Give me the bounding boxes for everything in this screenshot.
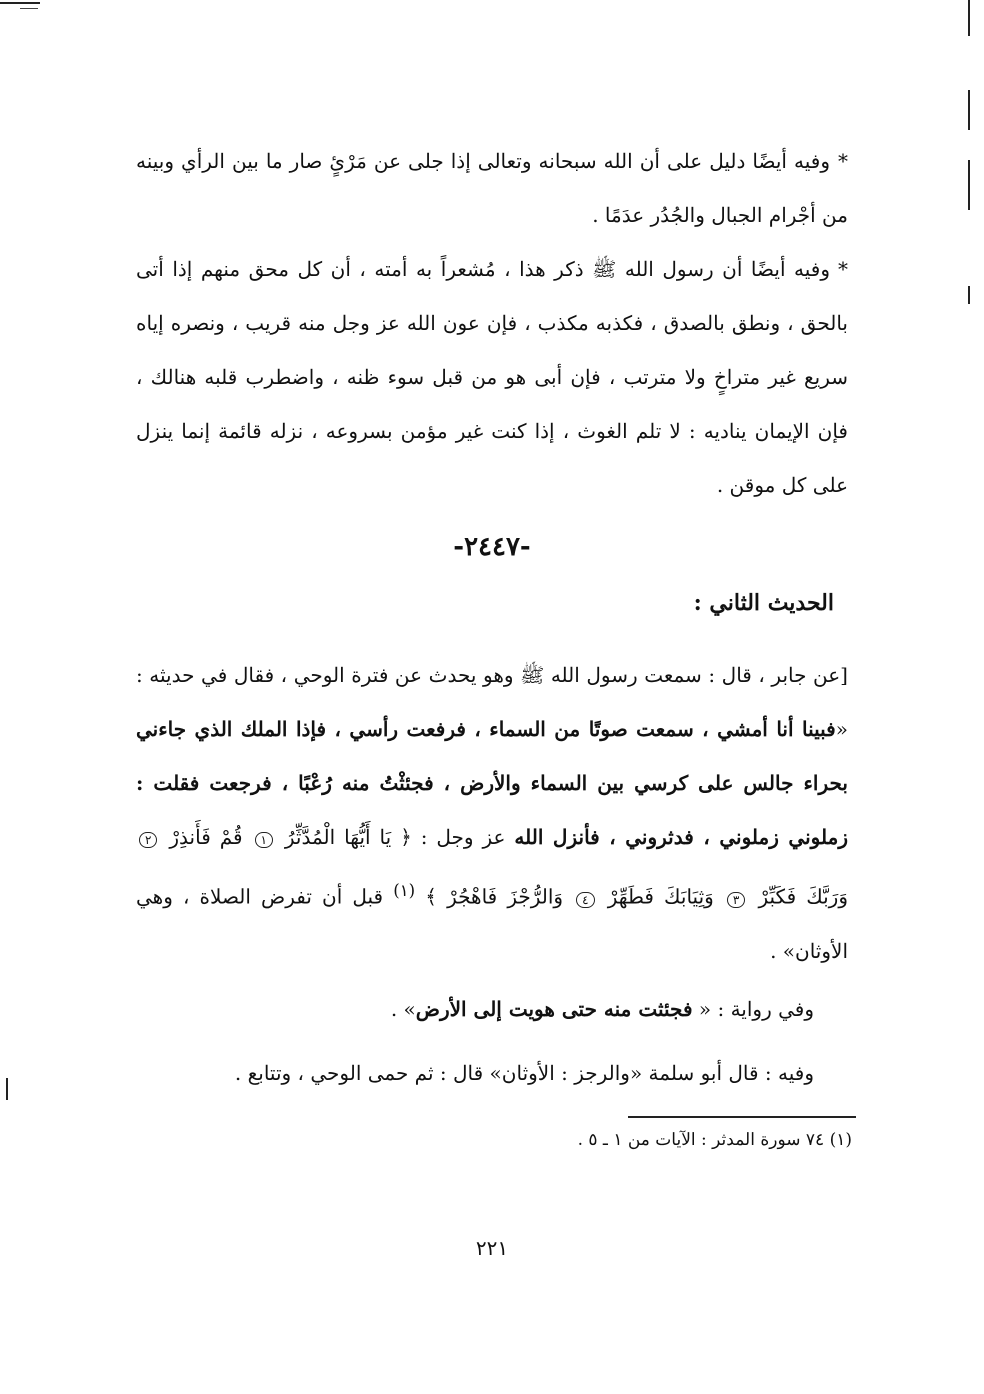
hadith-part: قُمْ فَأَنذِرْ bbox=[160, 825, 252, 849]
margin-line bbox=[968, 160, 970, 210]
bullet-star: * bbox=[838, 257, 848, 281]
page-number: ٢٢١ bbox=[475, 1236, 509, 1260]
margin-line bbox=[6, 1078, 8, 1100]
footnote-ref: (١) bbox=[393, 881, 416, 900]
riwaya-line bbox=[391, 982, 814, 1036]
hadith-text bbox=[136, 648, 848, 978]
paragraph-1-text: وفيه أيضًا دليل على أن الله سبحانه وتعالى إذا جلى عن مَرْئٍ صار ما بين الرأي وبينه من أجْرام الجبال والجُدُر عدَمًا . bbox=[136, 149, 848, 227]
section-title: الحديث الثاني : bbox=[693, 590, 834, 616]
scan-mark bbox=[0, 2, 40, 4]
margin-line bbox=[968, 90, 970, 130]
bullet-star: * bbox=[838, 149, 848, 173]
aya-number: ٢ bbox=[139, 832, 157, 848]
hadith-part: عز وجل : ﴿ يَا أَيُّهَا الْمُدَّثِّرُ bbox=[275, 825, 515, 849]
hadith-part: قبل أن تفرض الصلاة ، وهي الأوثان» . bbox=[136, 884, 848, 963]
aya-number: ٣ bbox=[727, 892, 745, 908]
hadith-bold: فبينا أنا أمشي ، سمعت صوتًا من السماء ، فرفعت رأسي ، فإذا الملك الذي جاءني بحراء جالس على كرسي بين السماء والأرض ، فجئثْتُ منه رُعْبًا ، فرجعت فقلت : زملوني زملوني ، فدثروني ، فأنزل الله bbox=[136, 717, 848, 849]
footnote: (١) ٧٤ سورة المدثر : الآيات من ١ ـ ٥ . bbox=[577, 1130, 852, 1150]
margin-line bbox=[968, 286, 970, 304]
hadith-part: وَثِيَابَكَ فَطَهِّرْ bbox=[597, 884, 724, 909]
hadith-part: [عن جابر ، قال : سمعت رسول الله ﷺ وهو يحدث عن فترة الوحي ، فقال في حديثه : « bbox=[136, 663, 848, 741]
riwaya-bold: فجئثت منه حتى هويت إلى الأرض bbox=[415, 997, 693, 1021]
paragraph-1 bbox=[136, 134, 848, 242]
paragraph-2 bbox=[136, 242, 848, 512]
scan-mark bbox=[20, 8, 38, 9]
hadith-number: -٢٤٤٧- bbox=[453, 532, 531, 562]
riwaya-prefix: وفي رواية : « bbox=[692, 997, 814, 1021]
riwaya-suffix: » . bbox=[390, 997, 416, 1021]
paragraph-2-text: وفيه أيضًا أن رسول الله ﷺ ذكر هذا ، مُشعراً به أمته ، أن كل محق منهم إذا أتى بالحق ، ونطق بالصدق ، فكذبه مكذب ، فإن عون الله عز وجل منه قريب ، ونصره إياه سريع غير متراخٍ ولا مترتب ، فإن أبى هو من قبل سوء ظنه ، واضطرب قلبه هنالك ، فإن الإيمان يناديه : لا تلم الغوث ، إذا كنت غير مؤمن بسروعه ، نزله قائمة إنما ينزل على كل موقن . bbox=[136, 257, 848, 497]
aya-number: ١ bbox=[255, 832, 273, 848]
margin-line bbox=[968, 0, 970, 36]
hadith-part: وَرَبَّكَ فَكَبِّرْ bbox=[748, 884, 848, 909]
fihi-line: وفيه : قال أبو سلمة «والرجز : الأوثان» قال : ثم حمى الوحي ، وتتابع . bbox=[234, 1061, 814, 1085]
hadith-part: وَالرُّجْزَ فَاهْجُرْ ﴾ bbox=[415, 884, 574, 909]
aya-number: ٤ bbox=[576, 892, 594, 908]
footnote-divider bbox=[628, 1116, 856, 1118]
